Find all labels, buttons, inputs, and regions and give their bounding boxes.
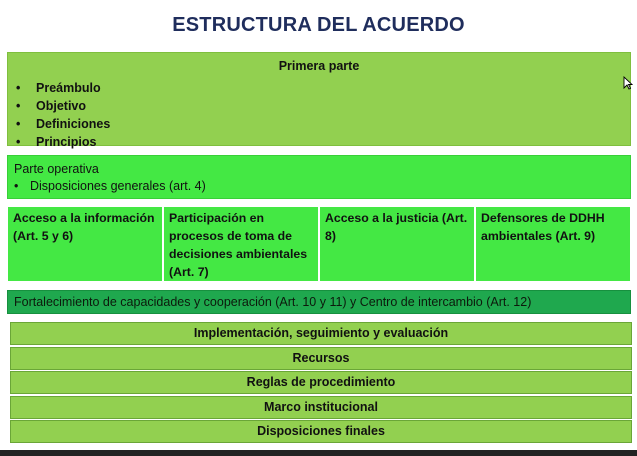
pillar-participacion: Participación en procesos de toma de decisiones ambientales (Art. 7) — [163, 206, 319, 282]
list-item: • Objetivo — [16, 97, 630, 115]
pillar-acceso-justicia: Acceso a la justicia (Art. 8) — [319, 206, 475, 282]
bar-recursos: Recursos — [10, 347, 632, 370]
list-item: • Principios — [16, 133, 630, 151]
bottom-strip — [0, 450, 637, 456]
diagram-title: ESTRUCTURA DEL ACUERDO — [172, 14, 465, 36]
primera-parte-list — [8, 79, 630, 151]
bar-disposiciones-finales: Disposiciones finales — [10, 420, 632, 443]
pillars-row — [7, 206, 631, 282]
pillar-acceso-informacion: Acceso a la información (Art. 5 y 6) — [7, 206, 163, 282]
parte-operativa-heading: Parte operativa — [14, 162, 99, 176]
pillar-defensores: Defensores de DDHH ambientales (Art. 9) — [475, 206, 631, 282]
mouse-cursor-icon — [623, 76, 633, 90]
list-item: • Definiciones — [16, 115, 630, 133]
list-item: • Preámbulo — [16, 79, 630, 97]
fortalecimiento-box: Fortalecimiento de capacidades y cooperación (Art. 10 y 11) y Centro de intercambio (Art. 12) — [7, 290, 631, 314]
bar-implementacion: Implementación, seguimiento y evaluación — [10, 322, 632, 345]
bar-reglas: Reglas de procedimiento — [10, 371, 632, 394]
bar-marco: Marco institucional — [10, 396, 632, 419]
parte-operativa-box — [7, 155, 631, 199]
primera-parte-box — [7, 52, 631, 149]
primera-parte-heading: Primera parte — [278, 59, 360, 73]
parte-operativa-item: • Disposiciones generales (art. 4) — [14, 179, 630, 193]
